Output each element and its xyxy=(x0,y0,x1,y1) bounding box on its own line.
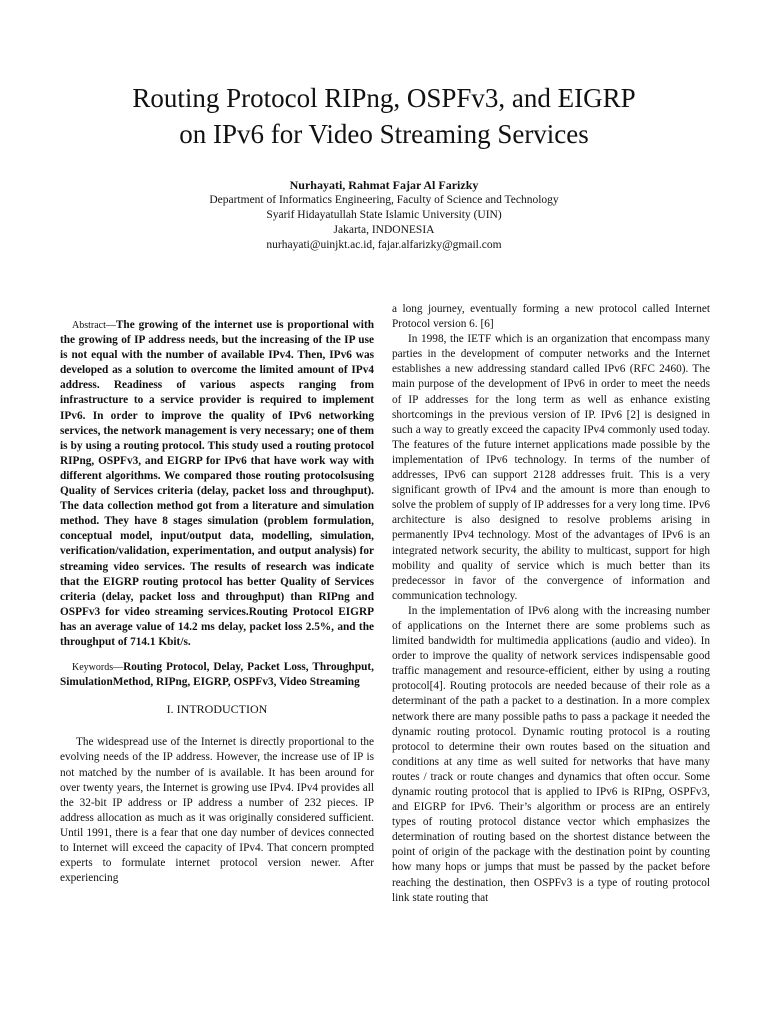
keywords-label: Keywords— xyxy=(72,662,124,674)
author-affiliation xyxy=(60,193,708,253)
title-line-2: on IPv6 for Video Streaming Services xyxy=(179,119,589,149)
affiliation-location: Jakarta, INDONESIA xyxy=(333,224,435,236)
intro-paragraph-1-continued: a long journey, eventually forming a new protocol called Internet Protocol version 6. [6] xyxy=(392,303,710,331)
intro-paragraph-3: In the implementation of IPv6 along with the increasing number of applications on the Internet there are some problems such as limited bandwidth for multimedia applications (audio and video). In order to improve the quality of network services indispensable good traffic management and resource-efficient, either by using a routing protocol[4]. Routing protocols are needed because of their role as a determinant of the path a packet to a destination. In a more complex network there are many possible paths to pass a package it needed the dynamic routing protocol. Dynamic routing protocol is a routing protocol to determine their own routes based on the situation and conditions at any time as well suited for networks that have many routes / track or route changes and dynamics that often occur. Some dynamic routing protocol that is applied to IPv6 is RIPng, OSPFv3, and EIGRP for IPv6. Their’s algorithm or process are an entirely types of routing protocol distance vector which emphasizes the determination of routing based on the shortest distance between the point of origin of the package with the destination point by counting how many hops or jumps that must be passed by the packet before reaching the destination, then OSPFv3 is a type of routing protocol link state routing that xyxy=(392,604,710,904)
keywords xyxy=(60,660,374,690)
abstract xyxy=(60,318,374,650)
right-column xyxy=(392,302,710,906)
affiliation-emails: nurhayati@uinjkt.ac.id, fajar.alfarizky@gmail.com xyxy=(266,239,502,251)
abstract-label: Abstract— xyxy=(72,320,116,331)
keywords-text: Routing Protocol, Delay, Packet Loss, Throughput, SimulationMethod, RIPng, EIGRP, OSPFv3, Video Streaming xyxy=(60,661,374,689)
title-line-1: Routing Protocol RIPng, OSPFv3, and EIGRP xyxy=(132,83,636,113)
abstract-text: The growing of the internet use is proportional with the growing of IP address needs, but the increasing of the IP use is not equal with the number of available IPv4. Then, IPv6 was developed as a solution to overcome the limited amount of IPv4 address. Readiness of various aspects ranging from infrastructure to a service provider is required to implement IPv6. In order to improve the quality of IPv6 networking services, the network management is very necessary; one of them is by using a routing protocol. This study used a routing protocol RIPng, OSPFv3, and EIGRP for IPv6 that have work way with different algorithms. We compared those routing protocolsusing Quality of Services criteria (delay, packet loss and throughput). The data collection method got from a literature and simulation method. They have 8 stages simulation (problem formulation, conceptual model, input/output data, modelling, simulation, verification/validation, experimentation, and output analysis) for streaming video services. The results of research was indicate that the EIGRP routing protocol has better Quality of Services criteria (delay, packet loss and throughput) than RIPng and OSPFv3 for video streaming services.Routing Protocol EIGRP has an average value of 14.2 ms delay, packet loss 2.5%, and the throughput of 714.1 Kbit/s. xyxy=(60,319,374,648)
affiliation-department: Department of Informatics Engineering, Faculty of Science and Technology xyxy=(209,194,559,206)
intro-paragraph-1: The widespread use of the Internet is directly proportional to the evolving needs of the IP address. However, the increase use of IP is not matched by the number of is available. It has been around for over twenty years, the Internet is growing use IPv4. IPv4 provides all the 32-bit IP address or IP address a number of 232 pieces. IP address allocation as much as it was originally considered sufficient. Until 1991, there is a fear that one day number of devices connected to Internet will exceed the capacity of IPv4. That concern prompted experts to formulate internet protocol version newer. After experiencing xyxy=(60,736,374,885)
paper-title xyxy=(60,80,708,152)
intro-paragraph-2: In 1998, the IETF which is an organization that encompass many parties in the development of computer networks and the Internet establishes a new addressing standard called IPv6 (RFC 2460). The main purpose of the development of IPv6 in order to meet the needs of IP addresses for the long term as well as enhance existing shortcomings in the previous version of IP. IPv6 [2] is designed in such a way to greatly exceed the capacity IPv4 commonly used today. The features of the future internet applications made possible by the implementation of IPv6 technology. In terms of the number of addresses, IPv6 can support 2128 addresses fruit. This is a very significant growth of IPv4 and the amount is more than enough to solve the problem of supply of IP addresses for a very long time. IPv6 architecture is also designed to resolve problems arising in permanently IPv4 technology. Most of the advantages of IPv6 is an integrated network security, the ability to multicast, support for high mobility and quality of service which is much better than its predecessor in favor of the convergence of information and communication technology. xyxy=(392,333,710,602)
left-column xyxy=(60,318,374,886)
affiliation-university: Syarif Hidayatullah State Islamic University (UIN) xyxy=(266,209,502,221)
author-names: Nurhayati, Rahmat Fajar Al Farizky xyxy=(289,178,479,192)
section-heading-introduction: I. INTRODUCTION xyxy=(166,702,268,717)
